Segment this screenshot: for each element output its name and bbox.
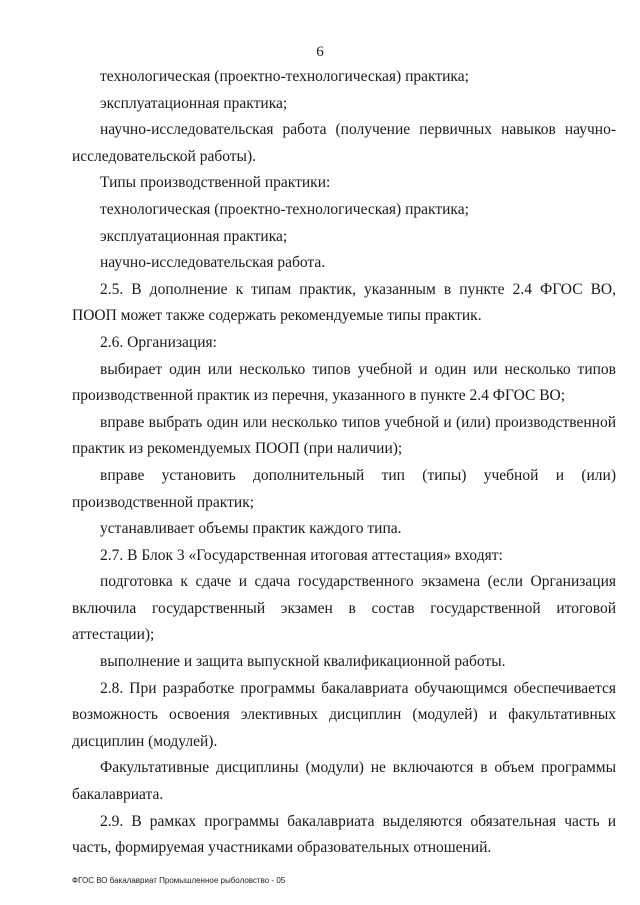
paragraph: 2.8. При разработке программы бакалавриата обучающимся обеспечивается возможность освоения элективных дисциплин (модулей) и факультативных дисциплин (модулей). [72,679,616,750]
paragraph: 2.7. В Блок 3 «Государственная итоговая аттестация» входят: [100,546,503,564]
paragraph: эксплуатационная практика; [100,227,288,245]
paragraph: эксплуатационная практика; [100,94,288,112]
paragraph: выбирает один или несколько типов учебной и один или несколько типов производственной практик из перечня, указанного в пункте 2.4 ФГОС ВО; [72,360,616,405]
paragraph: вправе выбрать один или несколько типов учебной и (или) производственной практик из рекомендуемых ПООП (при наличии); [72,413,616,458]
paragraph: научно-исследовательская работа. [100,254,326,272]
paragraph: 2.6. Организация: [100,333,217,351]
paragraph: научно-исследовательская работа (получение первичных навыков научно-исследовательской работы). [72,121,616,165]
document-body [72,64,616,862]
paragraph: технологическая (проектно-технологическая) практика; [100,68,469,85]
paragraph: 2.5. В дополнение к типам практик, указанным в пункте 2.4 ФГОС ВО, ПООП может также содержать рекомендуемые типы практик. [72,280,616,325]
footer-note: ФГОС ВО бакалавриат Промышленное рыболовство - 05 [72,876,286,885]
paragraph: устанавливает объемы практик каждого типа. [100,520,402,538]
paragraph: технологическая (проектно-технологическая) практика; [100,200,469,218]
paragraph: подготовка к сдаче и сдача государственного экзамена (если Организация включила государственный экзамен в состав государственной итоговой аттестации); [72,573,616,644]
paragraph: Типы производственной практики: [100,174,331,192]
paragraph: 2.9. В рамках программы бакалавриата выделяются обязательная часть и часть, формируемая участниками образовательных отношений. [72,812,616,857]
paragraph: выполнение и защита выпускной квалификационной работы. [100,653,506,671]
paragraph: вправе установить дополнительный тип (типы) учебной и (или) производственной практик; [72,466,616,511]
paragraph: Факультативные дисциплины (модули) не включаются в объем программы бакалавриата. [72,759,616,804]
page-number: 6 [316,44,324,60]
